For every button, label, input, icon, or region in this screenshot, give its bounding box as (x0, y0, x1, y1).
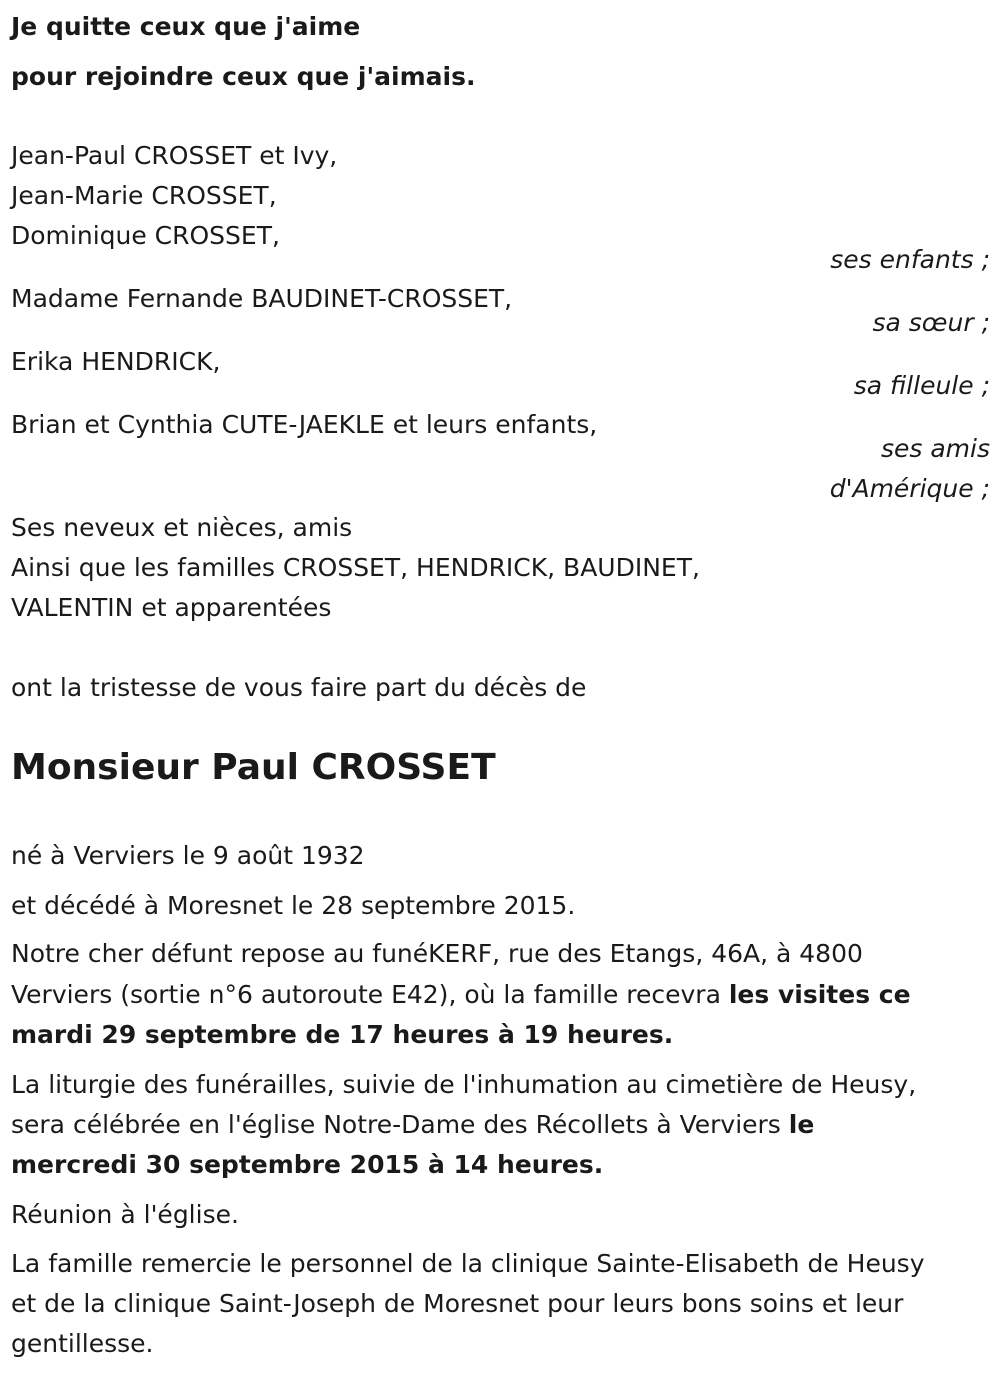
epigraph-line-2: pour rejoindre ceux que j'aimais. (11, 62, 476, 91)
thanks-line-1: La famille remercie le personnel de la clinique Sainte-Elisabeth de Heusy (11, 1249, 925, 1278)
death-line: et décédé à Moresnet le 28 septembre 2015. (11, 891, 576, 920)
rest-line-1: Notre cher défunt repose au funéKERF, rue des Etangs, 46A, à 4800 (11, 939, 863, 968)
funeral-line-2 (11, 1112, 814, 1137)
friends: Brian et Cynthia CUTE-JAEKLE et leurs enfants, (11, 410, 598, 439)
children-role: ses enfants ; (830, 245, 990, 274)
deceased-name: Monsieur Paul CROSSET (11, 747, 496, 788)
rest-visits-emphasis: les visites ce (728, 980, 911, 1009)
funeral-line-2-text: sera célébrée en l'église Notre-Dame des Récollets à Verviers (11, 1110, 789, 1139)
others-line-3: VALENTIN et apparentées (11, 593, 332, 622)
funeral-le-emphasis: le (788, 1110, 815, 1139)
others-line-1: Ses neveux et nièces, amis (11, 513, 353, 542)
goddaughter: Erika HENDRICK, (11, 347, 221, 376)
funeral-line-1: La liturgie des funérailles, suivie de l'inhumation au cimetière de Heusy, (11, 1070, 917, 1099)
sister: Madame Fernande BAUDINET-CROSSET, (11, 284, 513, 313)
child-2: Jean-Marie CROSSET, (11, 181, 277, 210)
sister-role: sa sœur ; (872, 308, 990, 337)
friends-role-2: d'Amérique ; (829, 474, 990, 503)
funeral-line-3: mercredi 30 septembre 2015 à 14 heures. (11, 1150, 604, 1179)
birth-line: né à Verviers le 9 août 1932 (11, 841, 365, 870)
others-line-2: Ainsi que les familles CROSSET, HENDRICK, BAUDINET, (11, 553, 700, 582)
child-3: Dominique CROSSET, (11, 221, 280, 250)
announcement: ont la tristesse de vous faire part du décès de (11, 673, 587, 702)
friends-role-1: ses amis (880, 434, 990, 463)
meeting-line: Réunion à l'église. (11, 1200, 239, 1229)
rest-line-3: mardi 29 septembre de 17 heures à 19 heures. (11, 1020, 674, 1049)
child-1: Jean-Paul CROSSET et Ivy, (11, 141, 338, 170)
thanks-line-2: et de la clinique Saint-Joseph de Moresnet pour leurs bons soins et leur (11, 1289, 904, 1318)
epigraph-line-1: Je quitte ceux que j'aime (11, 12, 361, 41)
rest-line-2 (11, 982, 911, 1007)
goddaughter-role: sa filleule ; (853, 371, 990, 400)
rest-line-2-text: Verviers (sortie n°6 autoroute E42), où la famille recevra (11, 980, 729, 1009)
thanks-line-3: gentillesse. (11, 1329, 154, 1358)
